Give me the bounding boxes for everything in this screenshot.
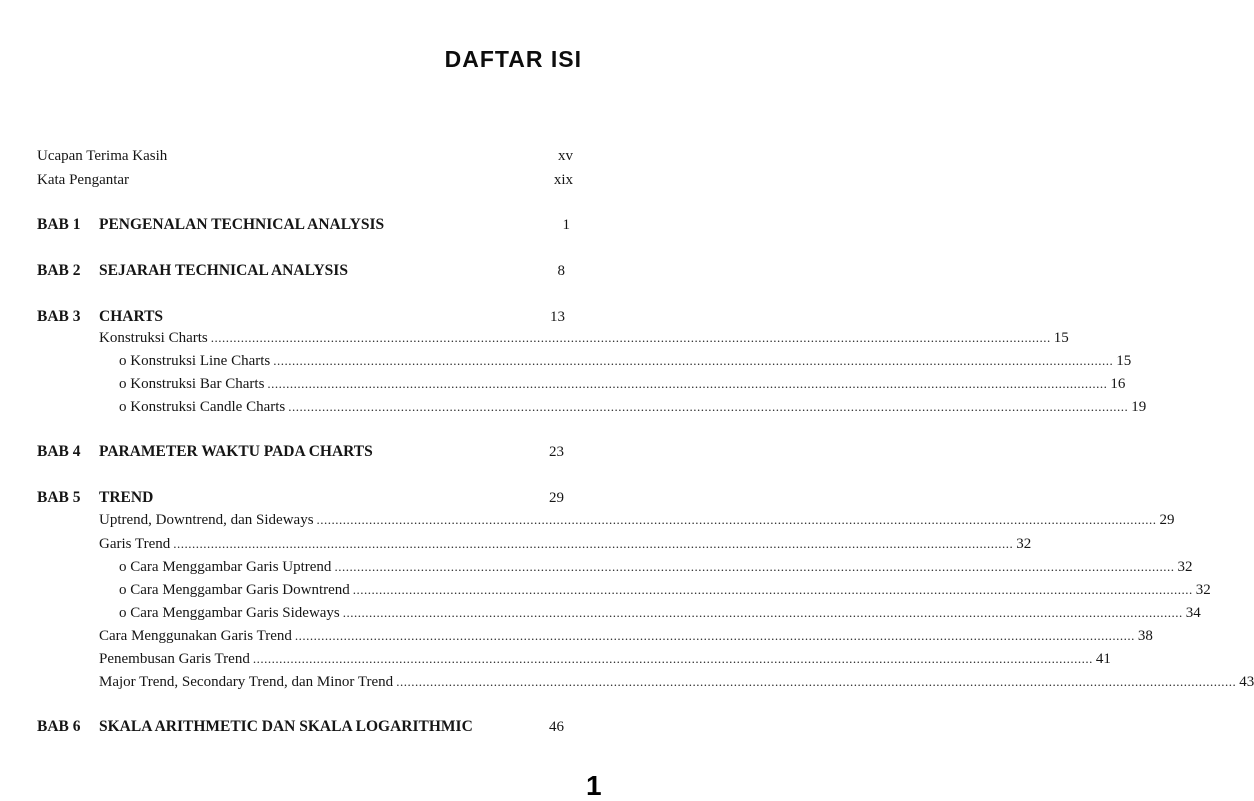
leader-dots	[353, 582, 1193, 598]
chapter-number: BAB 1	[37, 216, 81, 233]
toc-entry[interactable]	[99, 536, 1032, 558]
toc-entry[interactable]	[119, 353, 1132, 375]
chapter-page: 23	[549, 444, 564, 460]
toc-entry[interactable]	[119, 399, 1147, 421]
chapter-title: SEJARAH TECHNICAL ANALYSIS	[99, 262, 348, 279]
chapter-title: TREND	[99, 489, 154, 506]
toc-entry[interactable]	[99, 330, 1069, 352]
toc-chapter[interactable]	[37, 308, 565, 330]
page-number-fragment: 1	[586, 770, 602, 801]
toc-entry-page: 34	[1185, 605, 1201, 621]
toc-entry-label: Major Trend, Secondary Trend, dan Minor Trend	[99, 674, 394, 690]
chapter-title: PENGENALAN TECHNICAL ANALYSIS	[99, 216, 385, 233]
chapter-page: 29	[549, 490, 564, 506]
leader-dots	[334, 559, 1174, 575]
toc-chapter[interactable]	[37, 216, 570, 238]
toc-entry-page: 32	[1177, 559, 1193, 575]
toc-chapter[interactable]	[37, 489, 564, 511]
toc-entry-page: xix	[553, 172, 573, 188]
chapter-title: SKALA ARITHMETIC DAN SKALA LOGARITHMIC	[99, 718, 473, 735]
chapter-number: BAB 5	[37, 489, 81, 506]
toc-entry-label: Konstruksi Charts	[99, 330, 208, 346]
toc-entry[interactable]	[119, 376, 1126, 398]
leader-dots	[295, 628, 1135, 644]
chapter-number: BAB 6	[37, 718, 81, 735]
toc-entry[interactable]	[99, 628, 1153, 650]
chapter-number: BAB 3	[37, 308, 81, 325]
chapter-title: CHARTS	[99, 308, 164, 325]
chapter-number: BAB 2	[37, 262, 81, 279]
toc-entry-page: 16	[1110, 376, 1126, 392]
page-title: DAFTAR ISI	[444, 46, 582, 72]
leader-dots	[267, 376, 1107, 392]
leader-dots	[396, 674, 1236, 690]
toc-entry-label: Uptrend, Downtrend, dan Sideways	[99, 512, 314, 528]
toc-entry[interactable]	[37, 172, 573, 194]
leader-dots	[317, 512, 1157, 528]
toc-entry[interactable]	[119, 605, 1201, 627]
toc-entry-page: 32	[1195, 582, 1211, 598]
toc-entry-page: 19	[1131, 399, 1147, 415]
chapter-page: 13	[550, 309, 565, 325]
toc-entry-label: Ucapan Terima Kasih	[37, 148, 168, 164]
toc-entry[interactable]	[37, 148, 573, 170]
chapter-title: PARAMETER WAKTU PADA CHARTS	[99, 443, 373, 460]
leader-dots	[253, 651, 1093, 667]
toc-entry-page: 43	[1239, 674, 1254, 690]
leader-dots	[273, 353, 1113, 369]
chapter-page: 8	[557, 263, 565, 279]
toc-entry-page: xv	[558, 148, 573, 164]
leader-dots	[343, 605, 1183, 621]
toc-entry-label: o Konstruksi Line Charts	[119, 353, 271, 369]
chapter-number: BAB 4	[37, 443, 81, 460]
toc-entry-label: Cara Menggunakan Garis Trend	[99, 628, 292, 644]
toc-entry[interactable]	[99, 512, 1175, 534]
toc-entry[interactable]	[119, 582, 1211, 604]
toc-entry-page: 15	[1053, 330, 1069, 346]
leader-dots	[173, 536, 1013, 552]
chapter-page: 46	[549, 719, 564, 735]
toc-entry-page: 41	[1095, 651, 1111, 667]
toc-chapter[interactable]	[37, 718, 564, 740]
toc-entry-page: 15	[1116, 353, 1132, 369]
toc-entry[interactable]	[99, 651, 1111, 673]
leader-dots	[211, 330, 1051, 346]
toc-entry-label: o Konstruksi Candle Charts	[119, 399, 286, 415]
toc-entry-label: Penembusan Garis Trend	[99, 651, 250, 667]
chapter-page: 1	[562, 217, 570, 233]
toc-entry[interactable]	[99, 674, 1254, 696]
toc-entry-label: Garis Trend	[99, 536, 171, 552]
toc-entry-page: 38	[1137, 628, 1153, 644]
toc-chapter[interactable]	[37, 443, 564, 465]
toc-entry-label: o Cara Menggambar Garis Sideways	[119, 605, 340, 621]
toc-entry[interactable]	[119, 559, 1193, 581]
toc-entry-page: 29	[1159, 512, 1175, 528]
toc-entry-label: o Cara Menggambar Garis Uptrend	[119, 559, 332, 575]
toc-chapter[interactable]	[37, 262, 565, 284]
toc-entry-label: Kata Pengantar	[37, 172, 130, 188]
leader-dots	[288, 399, 1128, 415]
toc-entry-label: o Konstruksi Bar Charts	[119, 376, 265, 392]
toc-entry-page: 32	[1016, 536, 1032, 552]
toc-entry-label: o Cara Menggambar Garis Downtrend	[119, 582, 350, 598]
